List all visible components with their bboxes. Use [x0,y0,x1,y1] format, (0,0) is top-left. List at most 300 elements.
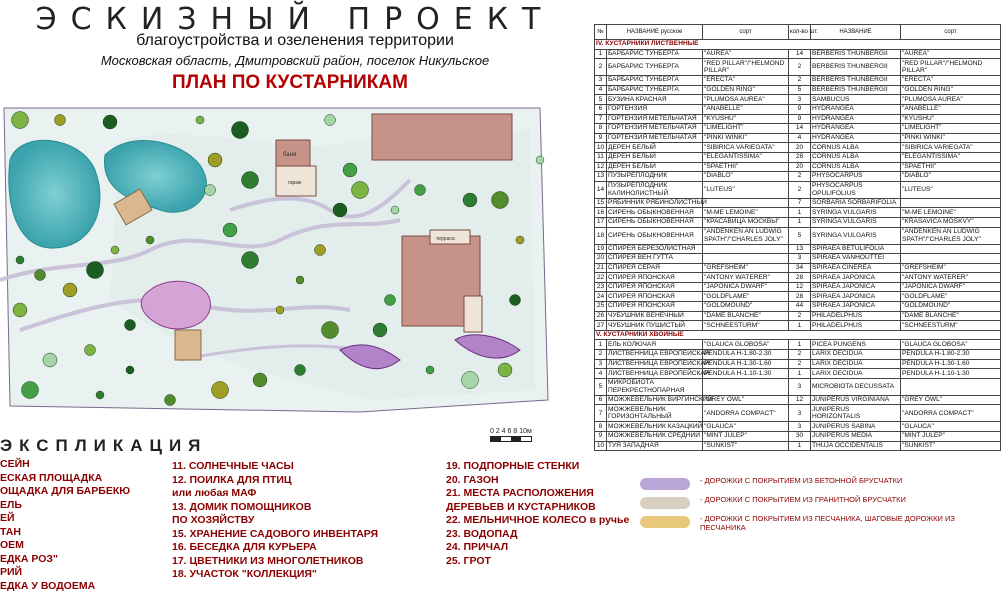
table-cell: 30 [789,432,811,442]
table-row [595,208,1001,218]
label-garage: гараж [288,180,302,186]
explication-item: ЕДКА У ВОДОЕМА [0,579,96,592]
table-cell: SYRINGA VULGARIS [811,227,901,244]
table-row [595,311,1001,321]
table-cell: PICEA PUNGENS [811,340,901,350]
table-cell: 20 [789,162,811,172]
legend-swatch [640,516,690,528]
table-cell: МИКРОБИОТА ПЕРЕКРЕСТНОПАРНАЯ [607,378,703,395]
table-cell: ЛИСТВЕННИЦА ЕВРОПЕЙСКАЯ [608,350,710,358]
table-cell: 20 [595,254,607,264]
table-cell: LARIX DECIDUA [811,359,901,369]
table-row [595,227,1001,244]
table-row [595,217,1001,227]
table-cell: ГОРТЕНЗИЯ МЕТЕЛЬЧАТАЯ [607,124,703,134]
table-cell: SPIRAEA JAPONICA [811,302,901,312]
table-cell: PENDULA H-1.30-1.60 [703,359,789,369]
table-cell: ГОРТЕНЗИЯ МЕТЕЛЬЧАТАЯ [607,133,703,143]
table-cell: МОЖЖЕВЕЛЬНИК СРЕДНИЙ [607,432,703,442]
section-title: IV. КУСТАРНИКИ ЛИСТВЕННЫЕ [595,40,1001,50]
shrub-mark [208,153,222,167]
table-cell: БУЗИНА КРАСНАЯ [607,95,703,105]
table-cell: 25 [595,302,607,312]
legend-swatch [640,478,690,490]
page-title: ЭСКИЗНЫЙ ПРОЕКТ [35,2,555,37]
table-row [595,162,1001,172]
table-cell: "GOLDEN RING" [901,85,1001,95]
table-cell: "LIMELIGHT" [901,124,1001,134]
table-cell: ДЕРЕН БЕЛЫЙ [607,162,703,172]
shrub-mark [165,395,176,406]
header-name-latin: НАЗВАНИЕ [811,25,901,40]
table-cell [901,244,1001,254]
table-cell: 2 [789,76,811,86]
shrub-mark [146,236,154,244]
shrub-mark [352,182,369,199]
legend-swatch [640,497,690,509]
table-row [595,321,1001,331]
shrub-mark [12,112,29,129]
table-cell: 1 [789,340,811,350]
table-cell: СПИРЕЯ ЯПОНСКАЯ [607,302,703,312]
table-cell: СИРЕНЬ ОБЫКНОВЕННАЯ [607,208,703,218]
table-cell: "RED PILLAR"/"HELMOND PILLAR" [901,59,1001,76]
table-cell: "JAPONICA DWARF" [901,282,1001,292]
table-cell [901,254,1001,264]
table-cell: 9 [789,104,811,114]
table-cell: 24 [595,292,607,302]
table-cell: 7 [595,405,607,422]
header-name-ru: НАЗВАНИЕ русское [607,25,703,40]
explication-item: ПО ХОЗЯЙСТВУ [172,514,255,526]
table-cell: "JAPONICA DWARF" [703,282,789,292]
table-cell: "AUREA" [901,49,1001,59]
table-cell: "LUTEUS" [703,181,789,198]
table-cell: 2 [789,311,811,321]
explication-item: ДЕРЕВЬЕВ И КУСТАРНИКОВ [446,500,596,513]
shrub-mark [35,270,46,281]
table-cell: "GLAUCA GLOBOSA" [703,340,789,350]
table-cell: CORNUS ALBA [811,152,901,162]
table-cell: 3 [595,76,607,86]
table-cell: "ANABELLE" [901,104,1001,114]
table-row [595,395,1001,405]
table-cell: "ERECTA" [901,76,1001,86]
explication-item: ЕЛЬ [0,498,22,511]
table-cell: 7 [595,114,607,124]
table-cell: SPIRAEA JAPONICA [811,292,901,302]
table-cell: "KYUSHU" [901,114,1001,124]
shrub-mark [325,115,336,126]
table-cell: 4 [595,85,607,95]
legend-text: - ДОРОЖКИ С ПОКРЫТИЕМ ИЗ БЕТОННОЙ БРУСЧАТКИ [700,476,903,485]
table-cell: "PINKI WINKI" [703,133,789,143]
table-cell: БАРБАРИС ТУНБЕРГА [607,85,703,95]
table-cell: 16 [595,208,607,218]
table-cell: 17 [595,217,607,227]
table-cell: "PLUMOSA AUREA" [703,95,789,105]
shrub-mark [22,382,39,399]
table-row [595,405,1001,422]
explication-item: 22. МЕЛЬНИЧНОЕ КОЛЕСО в ручье [446,514,630,526]
explication-item: СЕЙН [0,458,30,470]
shrub-mark [223,223,237,237]
table-cell: SPIRAEA JAPONICA [811,273,901,283]
table-cell: "GLAUCA" [901,422,1001,432]
shrub-mark [63,283,77,297]
page-subtitle: благоустройства и озеленения территории [136,32,454,49]
table-cell: CORNUS ALBA [811,162,901,172]
table-cell: 21 [595,263,607,273]
table-cell: 2 [789,350,811,360]
table-cell: 3 [789,95,811,105]
table-row [595,292,1001,302]
scale-bar [490,436,532,442]
table-row [595,172,1001,182]
plant-table [594,24,1001,451]
table-cell: ЧУБУШНИК ПУШИСТЫЙ [607,321,703,331]
table-row [595,95,1001,105]
table-cell: 10 [595,441,607,451]
table-cell [901,198,1001,208]
table-cell: JUNIPERUS MEDIA [811,432,901,442]
table-cell: SPIRAEA VANHOUTTEI [811,254,901,264]
table-section-row [595,40,1001,50]
table-cell: "AUREA" [703,49,789,59]
table-cell: "MINT JULEP" [703,432,789,442]
shrub-mark [322,322,339,339]
table-cell [703,244,789,254]
table-cell: 3 [789,405,811,422]
shrub-mark [242,252,259,269]
table-cell: "GREFSHEIM" [703,263,789,273]
table-row [595,302,1001,312]
table-cell: "GLAUCA" [703,422,789,432]
table-cell: PENDULA H-1.10-1.30 [901,369,1001,379]
table-cell: 1 [595,49,607,59]
table-row [595,49,1001,59]
table-cell: МОЖЖЕВЕЛЬНИК КАЗАЦКИЙ [608,422,703,430]
shrub-mark [315,245,326,256]
section-title: V. КУСТАРНИКИ ХВОЙНЫЕ [595,330,1001,340]
table-cell: 44 [789,302,811,312]
table-cell: РЯБИННИК РЯБИНОЛИСТНЫЙ [608,199,707,207]
shrub-mark [253,373,267,387]
table-cell: 2 [595,59,607,76]
table-cell: 10 [595,143,607,153]
table-cell: "КРАСАВИЦА МОСКВЫ" [703,217,789,227]
table-cell: 8 [595,422,607,432]
table-cell: 14 [789,49,811,59]
shrub-mark [103,115,117,129]
table-cell: HYDRANGEA [811,133,901,143]
table-cell: "SUNKIST" [703,441,789,451]
explication-item: РИЙ [0,566,23,578]
table-cell: "ANABELLE" [703,104,789,114]
table-cell: 13 [595,172,607,182]
building-top [372,114,512,160]
table-cell: ПУЗЫРЕПЛОДНИК КАЛИНОЛИСТНЫЙ [607,181,703,198]
table-cell: LARIX DECIDUA [811,350,901,360]
table-header-row [595,25,1001,40]
table-cell: "KRASAVICA MOSKVY" [901,217,1001,227]
table-cell: "ANTONY WATERER" [901,273,1001,283]
table-cell: THUJA OCCIDENTALIS [811,441,901,451]
table-cell: SPIRAEA BETULIFOLIA [811,244,901,254]
table-cell: "DIABLO" [703,172,789,182]
table-cell: "DAME BLANCHE" [901,311,1001,321]
shrub-mark [391,206,399,214]
table-cell: PENDULA H-1.30-1.60 [901,359,1001,369]
table-cell: "ANDENKEN AN LUDWIG SPATH"/"CHARLES JOLY" [901,227,1001,244]
explication-item: 24. ПРИЧАЛ [446,541,509,553]
table-cell: "GLAUCA GLOBOSA" [901,340,1001,350]
table-cell: 1 [789,217,811,227]
table-cell: ТУЯ ЗАПАДНАЯ [607,441,703,451]
table-cell: "ANTONY WATERER" [703,273,789,283]
table-cell: BERBERIS THUNBERGII [811,85,901,95]
header-number: № [595,25,607,40]
table-cell: "PLUMOSA AUREA" [901,95,1001,105]
table-row [595,441,1001,451]
table-cell: 6 [595,104,607,114]
table-cell: 1 [789,369,811,379]
table-cell: 7 [789,198,811,208]
table-cell: BERBERIS THUNBERGII [811,59,901,76]
table-cell: "KYUSHU" [703,114,789,124]
explication-item: 25. ГРОТ [446,554,491,567]
explication-item: ОЕМ [0,539,24,551]
table-cell: ЧУБУШНИК ВЕНЕЧНЫЙ [607,311,703,321]
table-cell: 27 [595,321,607,331]
table-cell: "ERECTA" [703,76,789,86]
shrub-mark [232,122,249,139]
table-cell: 4 [789,133,811,143]
shrub-mark [426,366,434,374]
table-cell: PENDULA H-1.10-1.30 [703,369,789,379]
table-cell: ЛИСТВЕННИЦА ЕВРОПЕЙСКАЯ [608,369,710,377]
table-cell [703,198,789,208]
table-cell: "SPAETHII" [901,162,1001,172]
table-cell: "ANDORRA COMPACT" [901,405,1001,422]
table-cell: "GOLDMOUND" [703,302,789,312]
shrub-mark [343,163,357,177]
table-cell [901,378,1001,395]
explication-item: 17. ЦВЕТНИКИ ИЗ МНОГОЛЕТНИКОВ [172,554,364,567]
shrub-mark [55,115,66,126]
table-cell: СИРЕНЬ ОБЫКНОВЕННАЯ [607,227,703,244]
table-cell: "GOLDMOUND" [901,302,1001,312]
table-cell: SPIRAEA CINEREA [811,263,901,273]
table-cell: "PINKI WINKI" [901,133,1001,143]
table-cell: "GOLDFLAME" [901,292,1001,302]
explication-item: 13. ДОМИК ПОМОЩНИКОВ [172,500,312,513]
table-cell: BERBERIS THUNBERGII [811,49,901,59]
table-cell: SAMBUCUS [811,95,901,105]
table-cell: 1 [789,208,811,218]
shrub-mark [125,320,136,331]
table-cell: HYDRANGEA [811,114,901,124]
table-cell: PENDULA H-1.80-2.30 [901,350,1001,360]
shrub-mark [111,246,119,254]
table-cell: HYDRANGEA [811,124,901,134]
table-cell: 5 [595,95,607,105]
table-cell: 28 [789,292,811,302]
table-cell: "MINT JULEP" [901,432,1001,442]
explication-item: 16. БЕСЕДКА ДЛЯ КУРЬЕРА [172,541,317,553]
label-terrace: терраса [436,236,455,242]
explication-item: 11. СОЛНЕЧНЫЕ ЧАСЫ [172,460,294,472]
table-cell: 9 [789,114,811,124]
table-cell: JUNIPERUS VIRGINIANA [811,395,901,405]
shrub-mark [196,116,204,124]
site-plan-map [0,100,560,420]
table-cell: "GREFSHEIM" [901,263,1001,273]
shrub-mark [43,353,57,367]
table-cell: "DAME BLANCHE" [703,311,789,321]
table-cell: 3 [789,254,811,264]
scale-label: 0 2 4 6 8 10м [490,428,532,435]
explication-item: 18. УЧАСТОК "КОЛЛЕКЦИЯ" [172,568,317,580]
explication-item: или любая МАФ [172,487,257,499]
table-cell: "ELEGANTISSIMA" [703,152,789,162]
table-cell: "M-ME LEMOINE" [703,208,789,218]
explication-item: 23. ВОДОПАД [446,527,518,540]
table-cell: 11 [595,152,607,162]
explication-item: ТАН [0,525,21,538]
table-cell: "ELEGANTISSIMA" [901,152,1001,162]
table-cell: SYRINGA VULGARIS [811,217,901,227]
table-cell: HYDRANGEA [811,104,901,114]
table-cell: MICROBIOTA DECUSSATA [811,378,901,395]
table-row [595,350,1001,360]
table-cell: "SIBIRICA VARIEGATA" [901,143,1001,153]
explication-item: 19. ПОДПОРНЫЕ СТЕНКИ [446,460,580,472]
table-cell: CORNUS ALBA [811,143,901,153]
table-row [595,254,1001,264]
table-cell: "ANDORRA COMPACT" [703,405,789,422]
shrub-mark [463,193,477,207]
table-cell: ГОРТЕНЗИЯ МЕТЕЛЬЧАТАЯ [607,114,703,124]
table-cell: 1 [789,321,811,331]
table-cell: "DIABLO" [901,172,1001,182]
shrub-mark [385,295,396,306]
shrub-mark [205,185,216,196]
table-cell: СПИРЕЯ ВЕН ГУТТА [607,254,703,264]
table-row [595,198,1001,208]
table-cell: "M-ME LEMOINE" [901,208,1001,218]
explication-title: ЭКСПЛИКАЦИЯ [0,436,208,455]
table-cell: ГОРТЕНЗИЯ [607,104,703,114]
table-cell: 23 [595,282,607,292]
table-cell: PENDULA H-1.80-2.30 [703,350,789,360]
explication-item: ЕСКАЯ ПЛОЩАДКА [0,471,103,484]
table-cell: БАРБАРИС ТУНБЕРГА [607,49,703,59]
explication-item: 15. ХРАНЕНИЕ САДОВОГО ИНВЕНТАРЯ [172,527,379,540]
table-cell: PHYSOCARPUS OPULIFOLIUS [811,181,901,198]
table-cell: 14 [595,181,607,198]
table-row [595,143,1001,153]
table-cell: 15 [595,198,607,208]
table-cell: "RED PILLAR"/"HELMOND PILLAR" [703,59,789,76]
legend-text: - ДОРОЖКИ С ПОКРЫТИЕМ ИЗ ПЕСЧАНИКА, ШАГОВЫЕ ДОРОЖКИ ИЗ ПЕСЧАНИКА [700,514,955,532]
table-row [595,263,1001,273]
table-cell [703,254,789,264]
table-cell: 2 [789,172,811,182]
pond-left [9,140,100,248]
shrub-mark [96,391,104,399]
table-cell: "LUTEUS" [901,181,1001,198]
explication-column-1 [0,458,130,593]
table-cell: SPIRAEA JAPONICA [811,282,901,292]
table-row [595,76,1001,86]
table-cell: ДЕРЕН БЕЛЫЙ [607,143,703,153]
table-cell: "SCHNEESTURM" [703,321,789,331]
table-cell: ЕЛЬ КОЛЮЧАЯ [607,340,703,350]
table-cell: 5 [595,378,607,395]
table-cell: 8 [595,124,607,134]
shrub-mark [462,372,479,389]
table-row [595,369,1001,379]
table-cell: МОЖЖЕВЕЛЬНИК ГОРИЗОНТАЛЬНЫЙ [607,405,703,422]
explication-item: 21. МЕСТА РАСПОЛОЖЕНИЯ [446,487,594,499]
table-cell: 4 [595,369,607,379]
table-cell: JUNIPERUS HORIZONTALIS [811,405,901,422]
shrub-mark [296,276,304,284]
table-cell: "GREY OWL" [901,395,1001,405]
shrub-mark [16,256,24,264]
shrub-mark [85,345,96,356]
table-cell: "ANDENKEN AN LUDWIG SPATH"/"CHARLES JOLY" [703,227,789,244]
table-cell: SORBARIA SORBARIFOLIA [811,198,901,208]
label-banya: баня [283,152,297,158]
shrub-mark [536,156,544,164]
header-quantity: кол-во шт. [789,25,811,40]
table-row [595,432,1001,442]
explication-item: 20. ГАЗОН [446,473,499,486]
table-cell: 28 [789,273,811,283]
shrub-mark [510,295,521,306]
table-cell: "GOLDFLAME" [703,292,789,302]
header-variety-latin: сорт [901,25,1001,40]
explication-item: ЕДКА РОЗ" [0,552,58,565]
table-cell: 20 [789,143,811,153]
table-cell: "SPAETHII" [703,162,789,172]
table-cell: СПИРЕЯ ЯПОНСКАЯ [607,292,703,302]
table-row [595,104,1001,114]
table-cell: 3 [789,422,811,432]
table-cell: 6 [595,395,607,405]
table-cell: ЛИСТВЕННИЦА ЕВРОПЕЙСКАЯ [608,359,710,367]
table-row [595,244,1001,254]
shrub-mark [87,262,104,279]
table-row [595,124,1001,134]
location-text: Московская область, Дмитровский район, поселок Никульское [100,53,490,68]
explication-column-2 [172,460,378,582]
table-cell: СИРЕНЬ ОБЫКНОВЕННАЯ [607,217,703,227]
table-row [595,359,1001,369]
table-cell: PHYSOCARPUS [811,172,901,182]
shrub-mark [498,363,512,377]
table-cell: 14 [789,124,811,134]
table-row [595,59,1001,76]
table-cell: 9 [595,133,607,143]
shrub-mark [126,366,134,374]
table-cell: PHILADELPHUS [811,321,901,331]
explication-item: ЕЙ [0,512,15,524]
table-row [595,340,1001,350]
table-cell: 12 [789,395,811,405]
